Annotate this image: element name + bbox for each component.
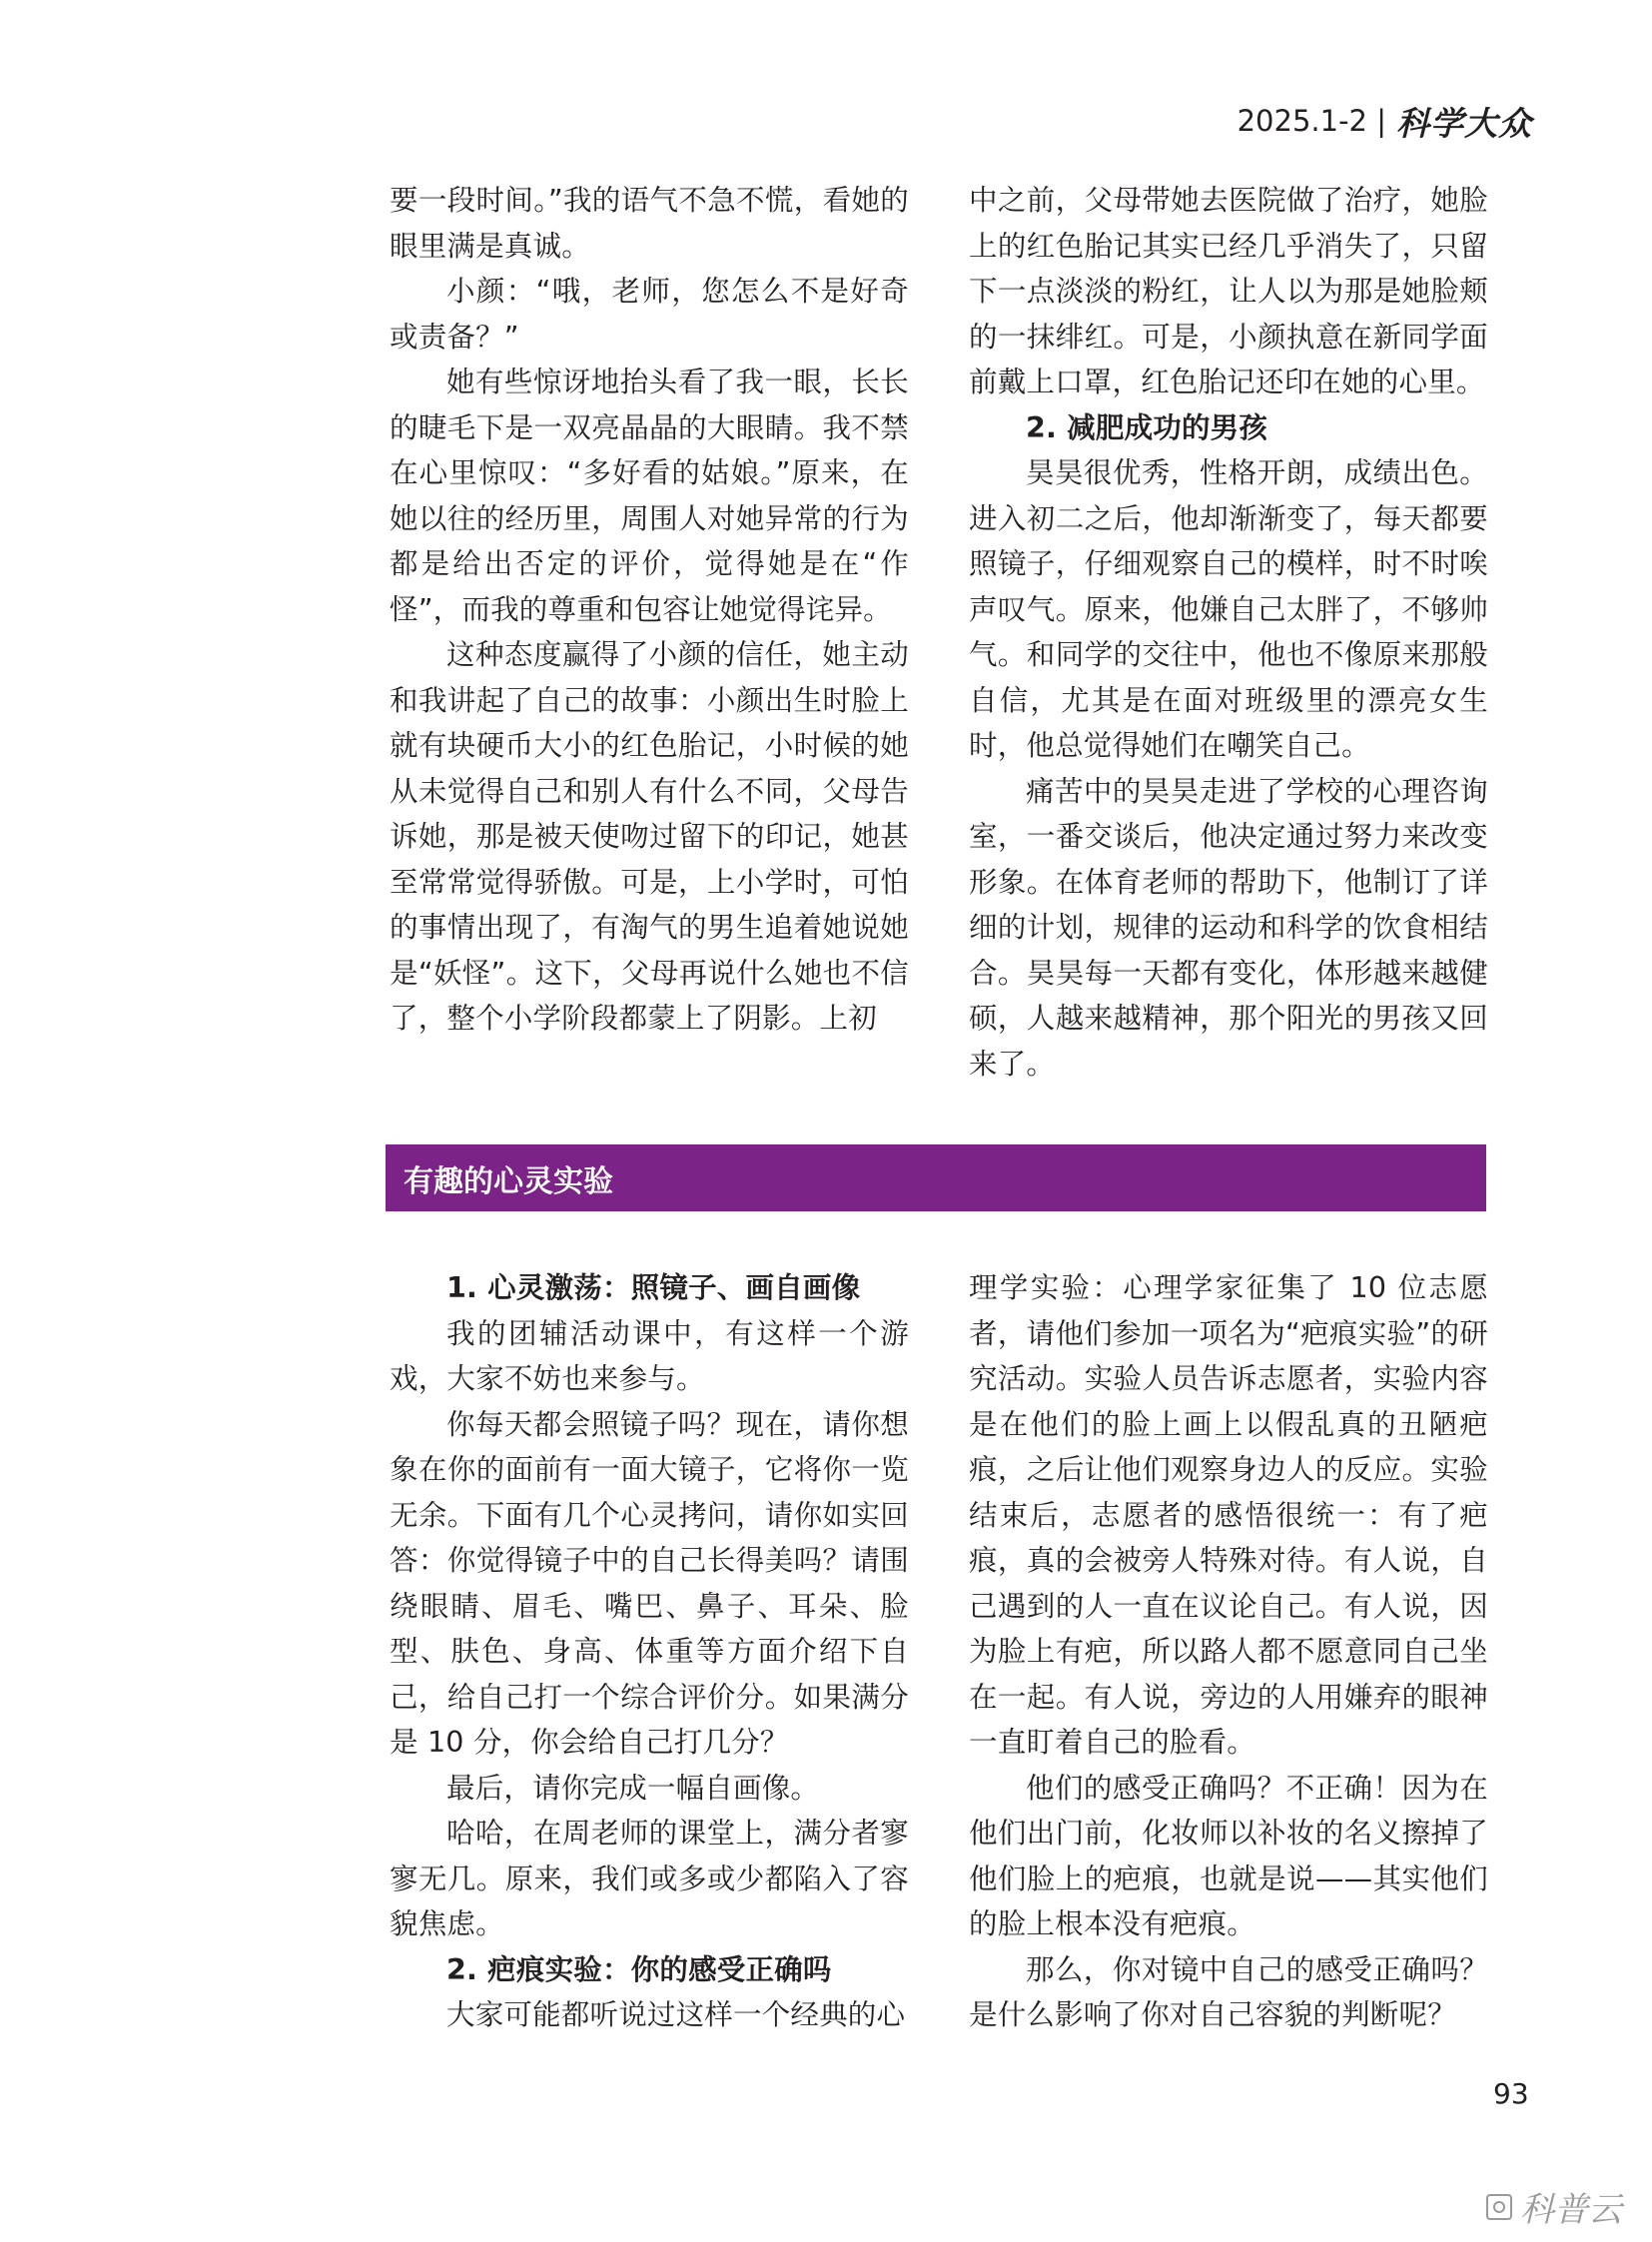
- watermark-logo-icon: [1486, 2194, 1512, 2220]
- subheading: 2. 疤痕实验：你的感受正确吗: [446, 1952, 832, 1986]
- subheading: 1. 心灵激荡：照镜子、画自画像: [446, 1271, 861, 1304]
- paragraph: 要一段时间。”我的语气不急不慌，看她的眼里满是真诚。: [390, 184, 909, 263]
- paragraph: 那么，你对镜中自己的感受正确吗？是什么影响了你对自己容貌的判断呢？: [969, 1952, 1488, 2031]
- page-number: 93: [1493, 2077, 1529, 2110]
- section-title: 有趣的心灵实验: [404, 1163, 613, 1199]
- bottom-right-column: [969, 1265, 1488, 2038]
- top-left-column: [390, 178, 909, 1042]
- paragraph: 你每天都会照镜子吗？现在，请你想象在你的面前有一面大镜子，它将你一览无余。下面有几个心灵拷问，请你如实回答：你觉得镜子中的自己长得美吗？请围绕眼睛、眉毛、嘴巴、鼻子、耳朵、脸型、肤色、身高、体重等方面介绍下自己，给自己打一个综合评价分。如果满分是 10 分，你会给自己打几分？: [390, 1407, 909, 1759]
- subheading: 2. 减肥成功的男孩: [1026, 410, 1268, 444]
- page-header: [1238, 96, 1532, 146]
- watermark-text: 科普云: [1520, 2190, 1622, 2230]
- paragraph: 中之前，父母带她去医院做了治疗，她脸上的红色胎记其实已经几乎消失了，只留下一点淡淡的粉红，让人以为那是她脸颊的一抹绯红。可是，小颜执意在新同学面前戴上口罩，红色胎记还印在她的心里。: [969, 184, 1488, 398]
- issue-label: 2025.1-2 |: [1237, 104, 1386, 138]
- paragraph: 最后，请你完成一幅自画像。: [446, 1771, 820, 1805]
- paragraph: 痛苦中的昊昊走进了学校的心理咨询室，一番交谈后，他决定通过努力来改变形象。在体育老师的帮助下，他制订了详细的计划，规律的运动和科学的饮食相结合。昊昊每一天都有变化，体形越来越健硕，人越来越精神，那个阳光的男孩又回来了。: [969, 774, 1488, 1081]
- paragraph: 哈哈，在周老师的课堂上，满分者寥寥无几。原来，我们或多或少都陷入了容貌焦虑。: [390, 1817, 909, 1940]
- paragraph: 小颜：“哦，老师，您怎么不是好奇或责备？”: [390, 275, 909, 354]
- paragraph: 我的团辅活动课中，有这样一个游戏，大家不妨也来参与。: [390, 1316, 909, 1395]
- paragraph: 大家可能都听说过这样一个经典的心: [446, 1998, 906, 2031]
- watermark: [1486, 2182, 1622, 2231]
- paragraph: 他们的感受正确吗？不正确！因为在他们出门前，化妆师以补妆的名义擦掉了他们脸上的疤痕，也就是说——其实他们的脸上根本没有疤痕。: [969, 1771, 1488, 1940]
- paragraph: 昊昊很优秀，性格开朗，成绩出色。进入初二之后，他却渐渐变了，每天都要照镜子，仔细观察自己的模样，时不时唉声叹气。原来，他嫌自己太胖了，不够帅气。和同学的交往中，他也不像原来那般自信，尤其是在面对班级里的漂亮女生时，他总觉得她们在嘲笑自己。: [969, 456, 1488, 762]
- magazine-logo: 科学大众: [1396, 103, 1532, 143]
- paragraph: 她有些惊讶地抬头看了我一眼，长长的睫毛下是一双亮晶晶的大眼睛。我不禁在心里惊叹：“多好看的姑娘。”原来，在她以往的经历里，周围人对她异常的行为都是给出否定的评价，觉得她是在“作怪”，而我的尊重和包容让她觉得诧异。: [390, 366, 909, 626]
- paragraph: 这种态度赢得了小颜的信任，她主动和我讲起了自己的故事：小颜出生时脸上就有块硬币大小的红色胎记，小时候的她从未觉得自己和别人有什么不同，父母告诉她，那是被天使吻过留下的印记，她甚至常常觉得骄傲。可是，上小学时，可怕的事情出现了，有淘气的男生追着她说她是“妖怪”。这下，父母再说什么她也不信了，整个小学阶段都蒙上了阴影。上初: [390, 638, 909, 1035]
- top-right-column: [969, 178, 1488, 1087]
- section-heading-bar: [386, 1144, 1486, 1211]
- paragraph: 理学实验：心理学家征集了 10 位志愿者，请他们参加一项名为“疤痕实验”的研究活动。实验人员告诉志愿者，实验内容是在他们的脸上画上以假乱真的丑陋疤痕，之后让他们观察身边人的反应。实验结束后，志愿者的感悟很统一：有了疤痕，真的会被旁人特殊对待。有人说，自己遇到的人一直在议论自己。有人说，因为脸上有疤，所以路人都不愿意同自己坐在一起。有人说，旁边的人用嫌弃的眼神一直盯着自己的脸看。: [969, 1271, 1488, 1759]
- bottom-left-column: [390, 1265, 909, 2038]
